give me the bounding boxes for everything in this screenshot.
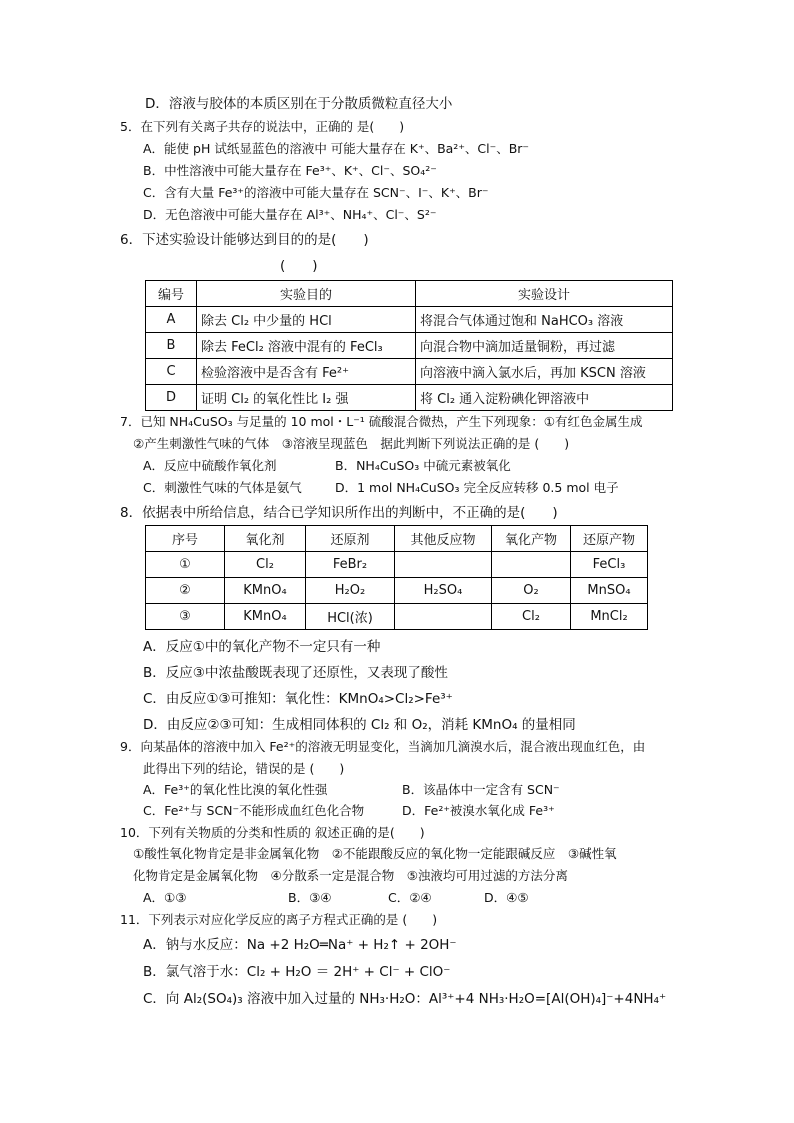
q7-option-d: D．1 mol NH₄CuSO₃ 完全反应转移 0.5 mol 电子	[335, 480, 619, 495]
q10-statements-line1: ①酸性氧化物肯定是非金属氧化物 ②不能跟酸反应的氧化物一定能跟碱反应 ③碱性氧	[133, 846, 617, 861]
q6-stem: 6．下述实验设计能够达到目的的是( )	[120, 232, 369, 248]
q7-option-a: A．反应中硫酸作氧化剂	[143, 458, 277, 473]
table-cell: O₂	[492, 578, 571, 604]
q9-stem-line1: 9．向某晶体的溶液中加入 Fe²⁺的溶液无明显变化，当滴加几滴溴水后，混合液出现血红色，由	[120, 739, 646, 754]
q5-option-b: B．中性溶液中可能大量存在 Fe³⁺、K⁺、Cl⁻、SO₄²⁻	[143, 163, 437, 178]
table-cell: FeCl₃	[571, 552, 648, 578]
table-row	[146, 552, 648, 578]
table-cell: H₂O₂	[306, 578, 395, 604]
q8-option-b: B．反应③中浓盐酸既表现了还原性，又表现了酸性	[143, 665, 448, 681]
q10-statements-line2: 化物肯定是金属氧化物 ④分散系一定是混合物 ⑤浊液均可用过滤的方法分离	[133, 868, 568, 883]
q5-option-c: C．含有大量 Fe³⁺的溶液中可能大量存在 SCN⁻、I⁻、K⁺、Br⁻	[143, 185, 489, 200]
table-header: 实验目的	[197, 281, 416, 307]
table-row	[146, 281, 673, 307]
table-header: 序号	[146, 526, 225, 552]
q6-paren: ( )	[280, 258, 318, 274]
q7-stem-line1: 7．已知 NH₄CuSO₃ 与足量的 10 mol・L⁻¹ 硫酸混合微热，产生下列现象：①有红色金属生成	[120, 414, 643, 429]
table-row	[146, 578, 648, 604]
table-cell: Cl₂	[225, 552, 306, 578]
table-header: 氧化产物	[492, 526, 571, 552]
table-cell: ②	[146, 578, 225, 604]
table-header: 还原剂	[306, 526, 395, 552]
table-cell: ③	[146, 604, 225, 630]
table-header: 其他反应物	[395, 526, 492, 552]
q9-option-d: D．Fe²⁺被溴水氧化成 Fe³⁺	[402, 803, 555, 818]
q11-option-b: B．氯气溶于水：Cl₂ + H₂O ＝ 2H⁺ + Cl⁻ + ClO⁻	[143, 964, 451, 980]
q11-stem: 11．下列表示对应化学反应的离子方程式正确的是 ( )	[120, 912, 438, 927]
table-cell: KMnO₄	[225, 578, 306, 604]
q7-stem-line2: ②产生刺激性气味的气体 ③溶液呈现蓝色 据此判断下列说法正确的是 ( )	[133, 436, 570, 451]
table-cell	[395, 552, 492, 578]
q11-option-a: A．钠与水反应：Na +2 H₂O═Na⁺ + H₂↑ + 2OH⁻	[143, 937, 457, 953]
table-row	[146, 526, 648, 552]
q10-option-a: A．①③	[143, 890, 187, 905]
table-cell: 除去 FeCl₂ 溶液中混有的 FeCl₃	[197, 333, 416, 359]
table-header: 编号	[146, 281, 197, 307]
table-cell: FeBr₂	[306, 552, 395, 578]
table-cell: H₂SO₄	[395, 578, 492, 604]
q10-option-c: C．②④	[388, 890, 432, 905]
q9-stem-line2: 此得出下列的结论，错误的是 ( )	[143, 761, 345, 776]
q7-option-b: B．NH₄CuSO₃ 中硫元素被氧化	[335, 458, 511, 473]
table-cell: HCl(浓)	[306, 604, 395, 630]
q9-option-c: C．Fe²⁺与 SCN⁻不能形成血红色化合物	[143, 803, 365, 818]
q5-option-a: A．能使 pH 试纸显蓝色的溶液中 可能大量存在 K⁺、Ba²⁺、Cl⁻、Br⁻	[143, 141, 530, 156]
q10-option-d: D．④⑤	[484, 890, 529, 905]
table-cell: 将混合气体通过饱和 NaHCO₃ 溶液	[416, 307, 673, 333]
table-cell: MnCl₂	[571, 604, 648, 630]
q9-option-b: B．该晶体中一定含有 SCN⁻	[402, 782, 560, 797]
table-cell: ①	[146, 552, 225, 578]
table-cell: MnSO₄	[571, 578, 648, 604]
q10-stem: 10．下列有关物质的分类和性质的 叙述正确的是( )	[120, 825, 425, 840]
table-cell: 向混合物中滴加适量铜粉，再过滤	[416, 333, 673, 359]
q6-table	[145, 280, 673, 411]
q8-option-a: A．反应①中的氧化产物不一定只有一种	[143, 639, 381, 655]
table-row	[146, 333, 673, 359]
q8-option-c: C．由反应①③可推知：氧化性：KMnO₄>Cl₂>Fe³⁺	[143, 691, 453, 707]
table-row	[146, 307, 673, 333]
table-cell: 检验溶液中是否含有 Fe²⁺	[197, 359, 416, 385]
q10-option-b: B．③④	[288, 890, 332, 905]
table-cell: A	[146, 307, 197, 333]
table-row	[146, 385, 673, 411]
table-header: 还原产物	[571, 526, 648, 552]
q4-option-d: D．溶液与胶体的本质区别在于分散质微粒直径大小	[145, 96, 453, 112]
q8-table	[145, 525, 648, 630]
q11-option-c: C．向 Al₂(SO₄)₃ 溶液中加入过量的 NH₃·H₂O：Al³⁺+4 NH₃·H₂O=[Al(OH)₄]⁻+4NH₄⁺	[143, 991, 667, 1007]
table-cell: D	[146, 385, 197, 411]
table-row	[146, 359, 673, 385]
table-row	[146, 604, 648, 630]
q5-option-d: D．无色溶液中可能大量存在 Al³⁺、NH₄⁺、Cl⁻、S²⁻	[143, 207, 437, 222]
q9-option-a: A．Fe³⁺的氧化性比溴的氧化性强	[143, 782, 328, 797]
table-cell: B	[146, 333, 197, 359]
table-cell: 证明 Cl₂ 的氧化性比 I₂ 强	[197, 385, 416, 411]
q5-stem: 5．在下列有关离子共存的说法中，正确的 是( )	[120, 119, 405, 134]
table-cell	[492, 552, 571, 578]
table-cell	[395, 604, 492, 630]
table-cell: 向溶液中滴入氯水后，再加 KSCN 溶液	[416, 359, 673, 385]
table-cell: C	[146, 359, 197, 385]
q7-option-c: C．刺激性气味的气体是氨气	[143, 480, 302, 495]
q8-option-d: D．由反应②③可知：生成相同体积的 Cl₂ 和 O₂，消耗 KMnO₄ 的量相同	[143, 717, 576, 733]
table-header: 实验设计	[416, 281, 673, 307]
table-cell: 除去 Cl₂ 中少量的 HCl	[197, 307, 416, 333]
q8-stem: 8．依据表中所给信息，结合已学知识所作出的判断中，不正确的是( )	[120, 505, 558, 521]
table-cell: Cl₂	[492, 604, 571, 630]
table-cell: KMnO₄	[225, 604, 306, 630]
table-header: 氧化剂	[225, 526, 306, 552]
table-cell: 将 Cl₂ 通入淀粉碘化钾溶液中	[416, 385, 673, 411]
